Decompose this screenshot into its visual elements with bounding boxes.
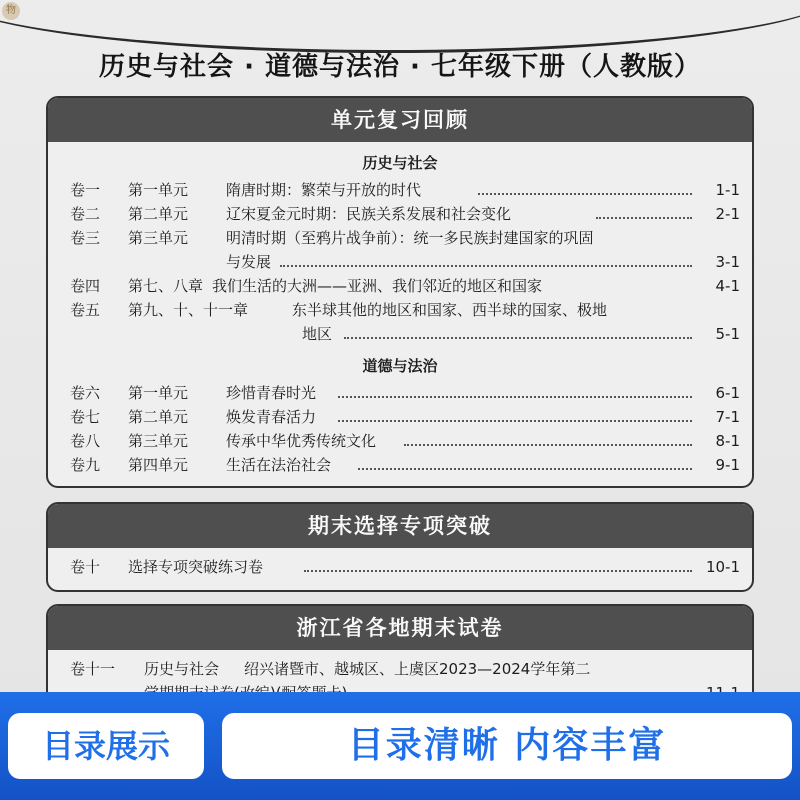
toc-row — [48, 179, 752, 201]
dot-leader — [304, 556, 692, 572]
unit-label: 第四单元 — [128, 456, 189, 474]
volume-label: 卷十 — [70, 558, 101, 576]
volume-label: 卷四 — [70, 277, 101, 295]
morality-law-subheading: 道德与法治 — [362, 357, 438, 375]
page-number: 9-1 — [712, 454, 741, 476]
page-number: 6-1 — [712, 382, 741, 404]
page-number: 2-1 — [712, 203, 741, 225]
toc-row — [48, 406, 752, 428]
dot-leader — [478, 179, 692, 195]
unit-label: 第二单元 — [128, 205, 189, 223]
clear-content-badge: 目录清晰 内容丰富 — [222, 713, 792, 779]
page-number: 3-1 — [712, 251, 741, 273]
dot-leader — [338, 406, 692, 422]
page-number: 8-1 — [712, 430, 741, 452]
toc-row — [48, 454, 752, 476]
zhejiang-exams-heading: 浙江省各地期末试卷 — [48, 606, 752, 650]
volume-label: 卷一 — [70, 181, 101, 199]
page-number: 7-1 — [712, 406, 741, 428]
dot-leader — [280, 251, 692, 267]
topic-continuation: 与发展 — [226, 253, 272, 271]
unit-review-box — [46, 96, 754, 488]
page-number: 4-1 — [712, 275, 741, 297]
unit-label: 第二单元 — [128, 408, 189, 426]
promo-banner — [0, 692, 800, 800]
volume-label: 卷八 — [70, 432, 101, 450]
topic-label: 传承中华优秀传统文化 — [226, 432, 377, 450]
unit-label: 第三单元 — [128, 229, 189, 247]
unit-label: 第七、八章 — [128, 277, 204, 295]
topic-continuation: 地区 — [302, 325, 333, 343]
volume-label: 卷九 — [70, 456, 101, 474]
unit-review-heading: 单元复习回顾 — [48, 98, 752, 142]
topic-label: 珍惜青春时光 — [226, 384, 317, 402]
dot-leader — [358, 454, 692, 470]
final-choice-box — [46, 502, 754, 592]
toc-row — [48, 430, 752, 452]
topic-label: 选择专项突破练习卷 — [128, 558, 264, 576]
page-title: 历史与社会 · 道德与法治 · 七年级下册（人教版） — [99, 52, 701, 82]
toc-row — [48, 556, 752, 578]
toc-row — [48, 299, 752, 321]
page-number: 1-1 — [712, 179, 741, 201]
topic-label: 我们生活的大洲——亚洲、我们邻近的地区和国家 — [212, 277, 543, 295]
volume-label: 卷五 — [70, 301, 101, 319]
volume-label: 卷六 — [70, 384, 101, 402]
unit-label: 第三单元 — [128, 432, 189, 450]
topic-label: 隋唐时期：繁荣与开放的时代 — [226, 181, 422, 199]
page-number: 5-1 — [712, 323, 741, 345]
dot-leader — [344, 323, 692, 339]
topic-label: 焕发青春活力 — [226, 408, 317, 426]
final-choice-heading: 期末选择专项突破 — [48, 504, 752, 548]
toc-row — [48, 227, 752, 249]
toc-display-badge: 目录展示 — [8, 713, 204, 779]
toc-row-continuation — [48, 251, 752, 273]
page-number: 10-1 — [702, 556, 740, 578]
volume-label: 卷十一 — [70, 660, 116, 678]
unit-label: 第一单元 — [128, 181, 189, 199]
dot-leader — [338, 382, 692, 398]
topic-label: 东半球其他的地区和国家、西半球的国家、极地 — [292, 301, 608, 319]
topic-label: 辽宋夏金元时期：民族关系发展和社会变化 — [226, 205, 512, 223]
toc-row — [48, 382, 752, 404]
volume-label: 卷二 — [70, 205, 101, 223]
unit-label: 第一单元 — [128, 384, 189, 402]
toc-row — [48, 203, 752, 225]
watermark-logo: 物 — [2, 2, 20, 20]
volume-label: 卷七 — [70, 408, 101, 426]
toc-row — [48, 658, 752, 680]
topic-label: 绍兴诸暨市、越城区、上虞区2023—2024学年第二 — [244, 660, 591, 678]
topic-label: 生活在法治社会 — [226, 456, 332, 474]
history-society-subheading: 历史与社会 — [362, 154, 438, 172]
topic-label: 明清时期（至鸦片战争前）：统一多民族封建国家的巩固 — [226, 229, 594, 247]
volume-label: 卷三 — [70, 229, 101, 247]
unit-label: 历史与社会 — [144, 660, 220, 678]
toc-row-continuation — [48, 323, 752, 345]
unit-label: 第九、十、十一章 — [128, 301, 249, 319]
dot-leader — [404, 430, 692, 446]
toc-row — [48, 275, 752, 297]
dot-leader — [596, 203, 692, 219]
